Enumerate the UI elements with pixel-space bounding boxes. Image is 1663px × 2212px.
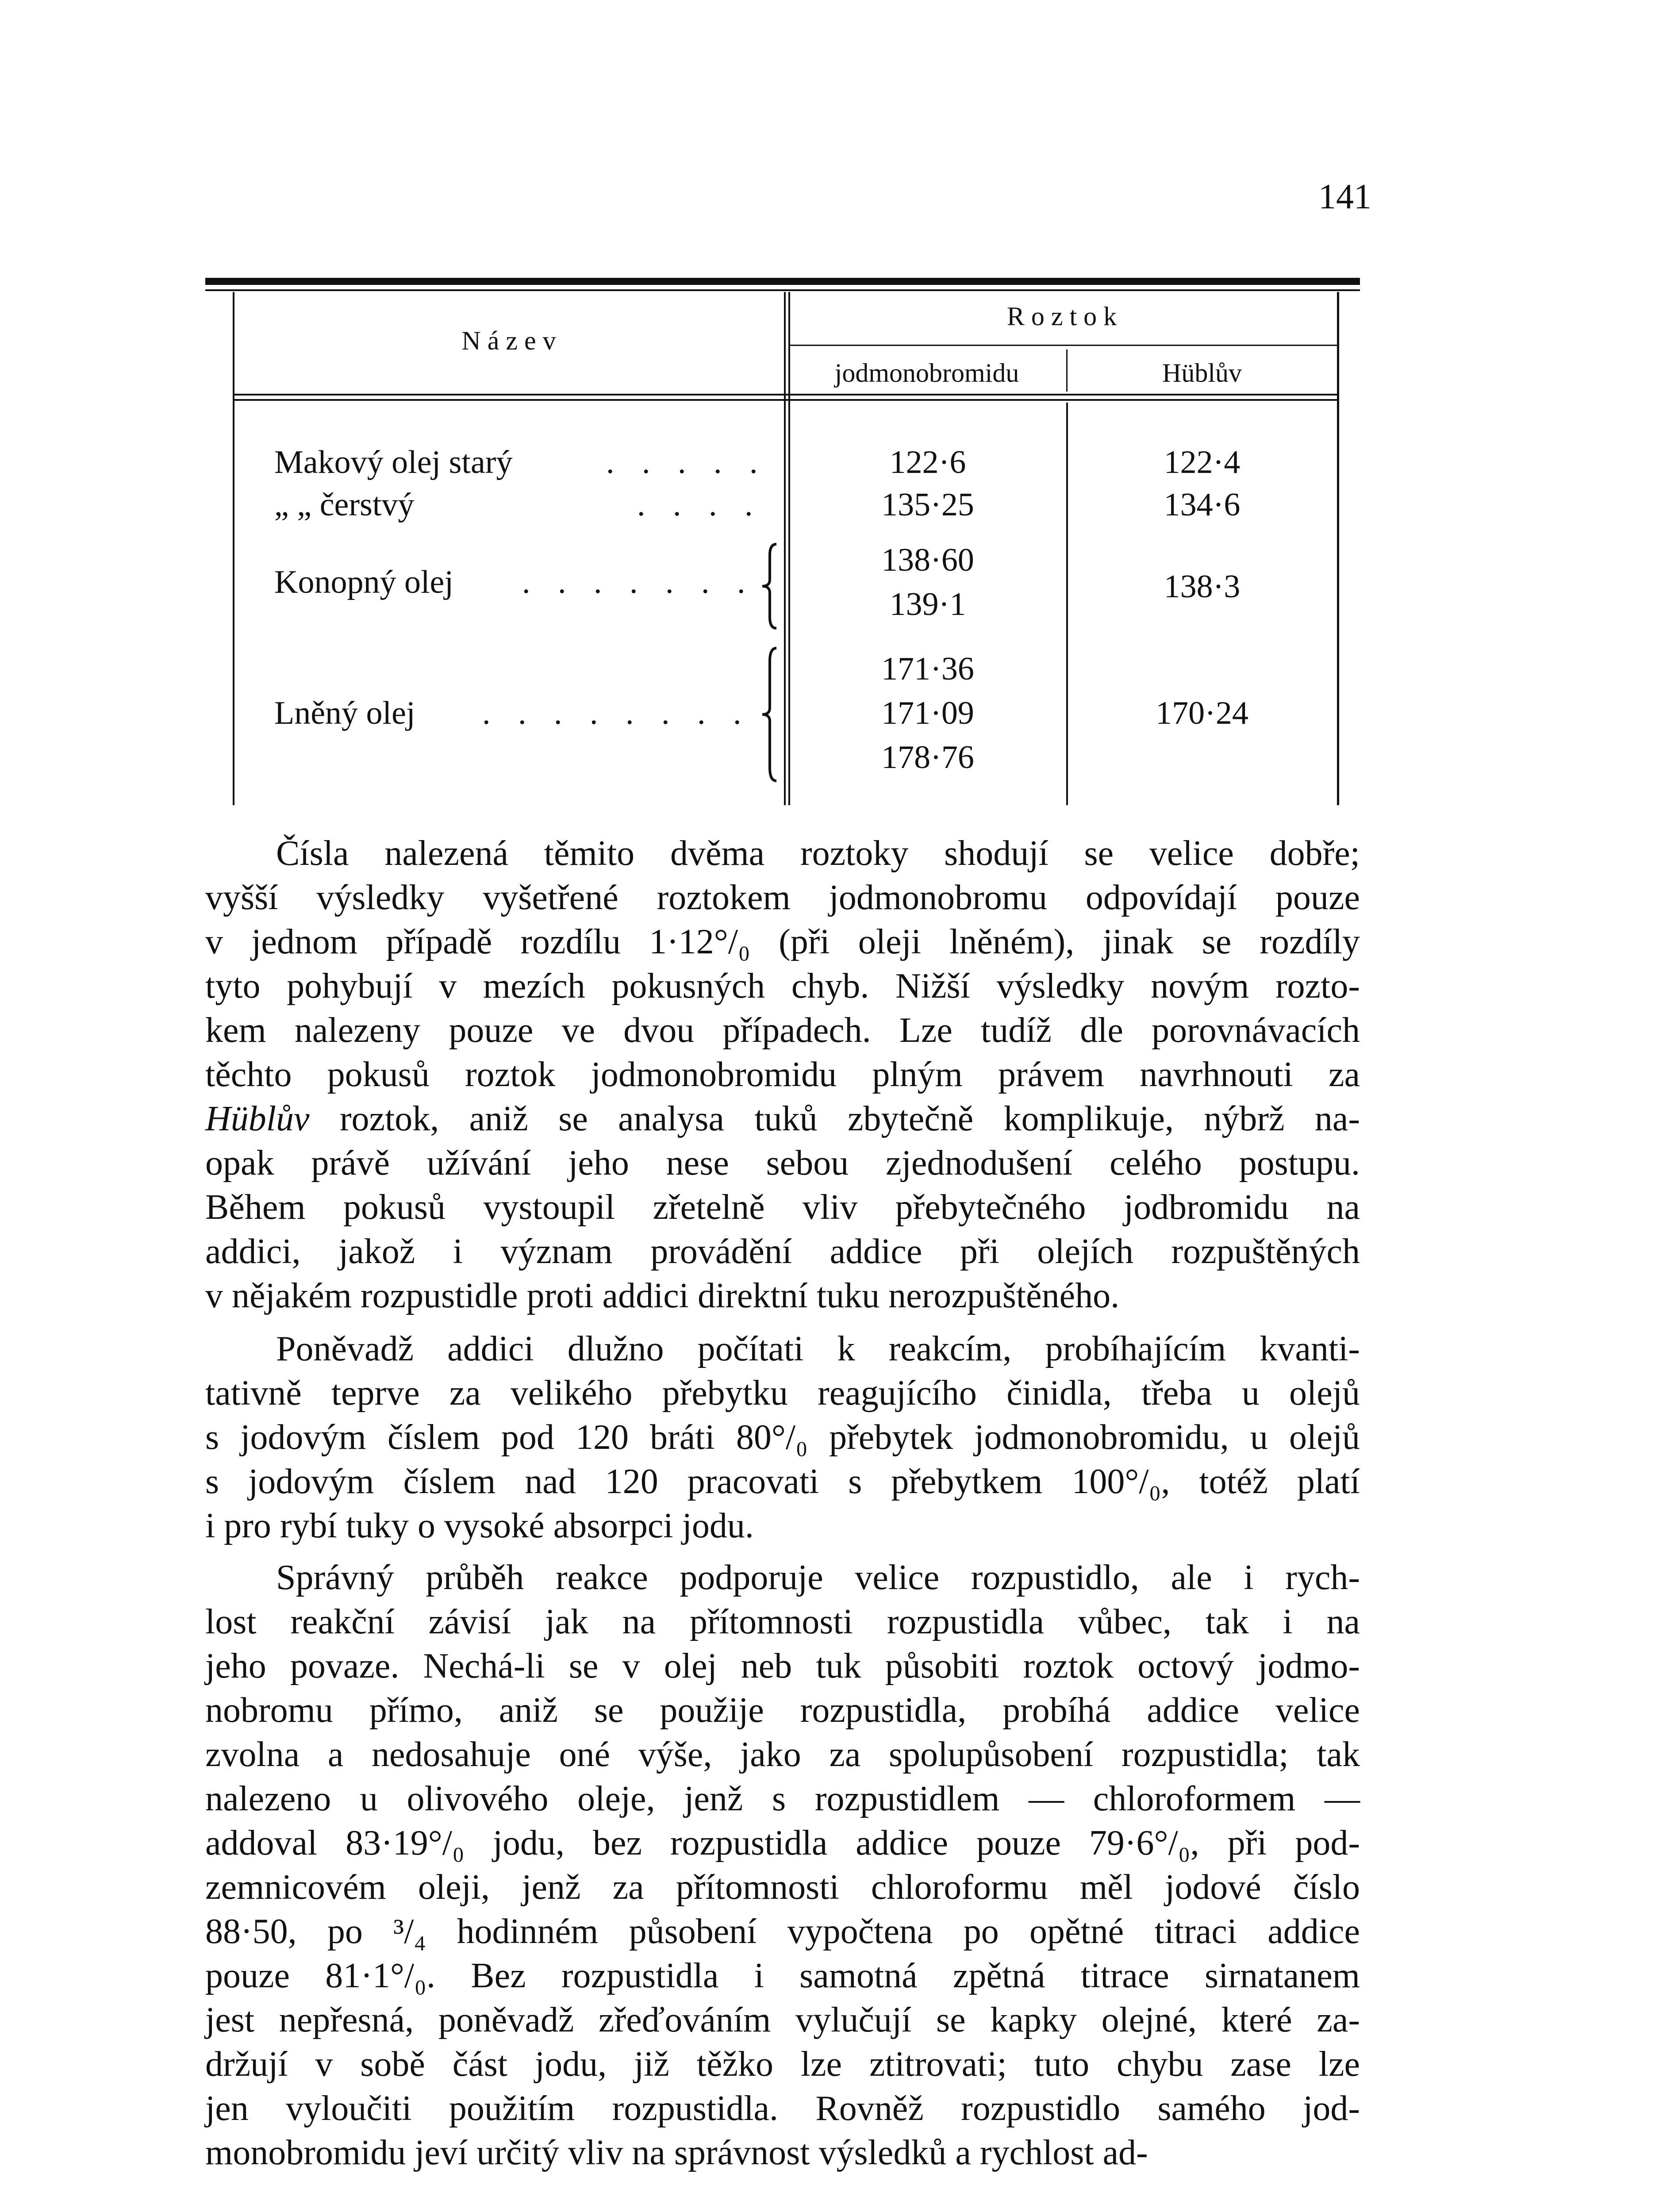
line-text: zemnicovém oleji, jenž za přítomnosti chloroformu měl jodové číslo — [205, 1868, 1360, 1907]
line-text: s jodovým číslem pod 120 bráti 80°/₀ přebytek jodmonobromidu, u olejů — [205, 1418, 1360, 1457]
text-line — [205, 1141, 1360, 1185]
row-name: Konopný olej — [274, 564, 453, 600]
table-top-thin-rule — [205, 289, 1360, 291]
text-line — [205, 1909, 1360, 1954]
header-double-rule-b — [234, 399, 1337, 401]
text-line — [205, 1732, 1360, 1777]
line-text: jen vyloučiti použitím rozpustidla. Rovněž rozpustidlo samého jod- — [205, 2089, 1360, 2128]
text-line — [205, 1865, 1360, 1909]
row-name: Lněný olej — [274, 695, 415, 731]
row-name: „ „ čerstvý — [274, 487, 415, 523]
text-line — [205, 1600, 1360, 1644]
column-divider-double-a — [784, 292, 786, 805]
text-line — [205, 876, 1360, 920]
dot-leader: . . . . . — [606, 444, 768, 480]
text-line — [205, 1327, 1360, 1371]
text-line — [205, 1504, 1360, 1548]
value-jodmonobromidu: 138·60 — [881, 542, 974, 578]
value-jodmonobromidu: 171·09 — [881, 695, 974, 731]
value-jodmonobromidu: 171·36 — [881, 651, 974, 687]
column-divider — [1066, 403, 1068, 805]
line-text: Čísla nalezená těmito dvěma roztoky shodují se velice dobře; — [276, 834, 1360, 873]
line-text: lost reakční závisí jak na přítomnosti rozpustidla vůbec, tak i na — [205, 1602, 1360, 1641]
line-text: kem nalezeny pouze ve dvou případech. Lze tudíž dle porovnávacích — [205, 1011, 1360, 1050]
text-line — [205, 920, 1360, 964]
text-line — [205, 1371, 1360, 1415]
value-hubluv: 134·6 — [1164, 487, 1241, 523]
dot-leader: . . . . . . . . — [482, 695, 751, 731]
text-line — [205, 1688, 1360, 1732]
line-text: pouze 81·1°/₀. Bez rozpustidla i samotná zpětná titrace sirnatanem — [205, 1956, 1360, 1995]
paragraph-1 — [205, 831, 1360, 1318]
value-jodmonobromidu: 139·1 — [889, 586, 966, 622]
line-text: opak právě užívání jeho nese sebou zjednodušení celého postupu. — [205, 1144, 1360, 1183]
line-text: Správný průběh reakce podporuje velice rozpustidlo, ale i rych- — [276, 1558, 1360, 1597]
line-text: roztok, aniž se analysa tuků zbytečně komplikuje, nýbrž na- — [339, 1099, 1360, 1138]
text-line — [205, 1185, 1360, 1229]
text-line — [205, 1998, 1360, 2042]
value-hubluv: 122·4 — [1164, 444, 1241, 480]
dot-leader: . . . . . . . — [522, 564, 755, 600]
line-text: addici, jakož i význam provádění addice při olejích rozpuštěných — [205, 1232, 1360, 1271]
italic-name: Hüblův — [205, 1099, 310, 1138]
table-left-border — [233, 292, 234, 805]
text-line — [205, 1415, 1360, 1459]
dot-leader: . . . . — [637, 487, 763, 523]
text-line — [205, 1555, 1360, 1600]
line-text: těchto pokusů roztok jodmonobromidu plným právem navrhnouti za — [205, 1055, 1360, 1094]
text-line — [205, 1821, 1360, 1865]
text-line — [205, 1097, 1360, 1141]
text-line — [205, 831, 1360, 876]
line-text: držují v sobě část jodu, již těžko lze ztitrovati; tuto chybu zase lze — [205, 2045, 1360, 2084]
table-top-thick-rule — [205, 278, 1360, 285]
text-line — [205, 2086, 1360, 2131]
text-line — [205, 1777, 1360, 1821]
paragraph-2 — [205, 1327, 1360, 1548]
text-line — [205, 1274, 1360, 1318]
line-text: zvolna a nedosahuje oné výše, jako za spolupůsobení rozpustidla; tak — [205, 1735, 1360, 1774]
value-jodmonobromidu: 122·6 — [889, 444, 966, 480]
text-line — [205, 1052, 1360, 1097]
line-text: Poněvadž addici dlužno počítati k reakcím, probíhajícím kvanti- — [276, 1329, 1360, 1368]
value-jodmonobromidu: 135·25 — [881, 487, 974, 523]
line-text: monobromidu jeví určitý vliv na správnost výsledků a rychlost ad- — [205, 2133, 1148, 2172]
text-line — [205, 2042, 1360, 2086]
text-line — [205, 1008, 1360, 1052]
column-divider-double-b — [788, 292, 790, 805]
line-text: tyto pohybují v mezích pokusných chyb. Nižší výsledky novým rozto- — [205, 967, 1360, 1006]
line-text: vyšší výsledky vyšetřené roztokem jodmonobromu odpovídají pouze — [205, 878, 1360, 917]
brace-icon — [759, 542, 781, 630]
header-name: N á z e v — [461, 326, 556, 355]
table-right-border — [1337, 292, 1339, 805]
page-number: 141 — [1318, 177, 1371, 216]
brace-icon — [759, 646, 781, 783]
line-text: Během pokusů vystoupil zřetelně vliv přebytečného jodbromidu na — [205, 1188, 1360, 1227]
line-text: i pro rybí tuky o vysoké absorpci jodu. — [205, 1506, 754, 1545]
text-line — [205, 964, 1360, 1008]
line-text: tativně teprve za velikého přebytku reagujícího činidla, třeba u olejů — [205, 1374, 1360, 1413]
text-line — [205, 1954, 1360, 1998]
paragraph-3 — [205, 1555, 1360, 2175]
line-text: 88·50, po ³/₄ hodinném působení vypočtena po opětné titraci addice — [205, 1912, 1360, 1951]
value-jodmonobromidu: 178·76 — [881, 739, 974, 776]
line-text: jeho povaze. Nechá-li se v olej neb tuk působiti roztok octový jodmo- — [205, 1647, 1360, 1686]
value-hubluv: 170·24 — [1156, 695, 1248, 731]
header-roztok: R o z t o k — [1006, 302, 1117, 331]
line-text: v jednom případě rozdílu 1·12°/₀ (při oleji lněném), jinak se rozdíly — [205, 922, 1360, 961]
line-text: s jodovým číslem nad 120 pracovati s přebytkem 100°/₀, totéž platí — [205, 1462, 1360, 1501]
line-text: jest nepřesná, poněvadž zřeďováním vylučují se kapky olejné, které za- — [205, 2001, 1360, 2039]
group-header-rule — [790, 345, 1337, 346]
subheader-divider — [1066, 349, 1068, 392]
line-text: addoval 83·19°/₀ jodu, bez rozpustidla addice pouze 79·6°/₀, při pod- — [205, 1824, 1360, 1863]
line-text: nalezeno u olivového oleje, jenž s rozpustidlem — chloroformem — — [205, 1779, 1360, 1818]
header-hubluv: Hüblův — [1162, 358, 1242, 388]
line-text: nobromu přímo, aniž se použije rozpustidla, probíhá addice velice — [205, 1691, 1360, 1730]
text-line — [205, 2131, 1360, 2175]
text-line — [205, 1229, 1360, 1274]
line-text: v nějakém rozpustidle proti addici direktní tuku nerozpuštěného. — [205, 1276, 1120, 1315]
text-line — [205, 1459, 1360, 1504]
header-jodmonobromidu: jodmonobromidu — [834, 358, 1019, 388]
text-line — [205, 1644, 1360, 1688]
value-hubluv: 138·3 — [1164, 568, 1241, 605]
row-name: Makový olej starý — [274, 444, 513, 480]
